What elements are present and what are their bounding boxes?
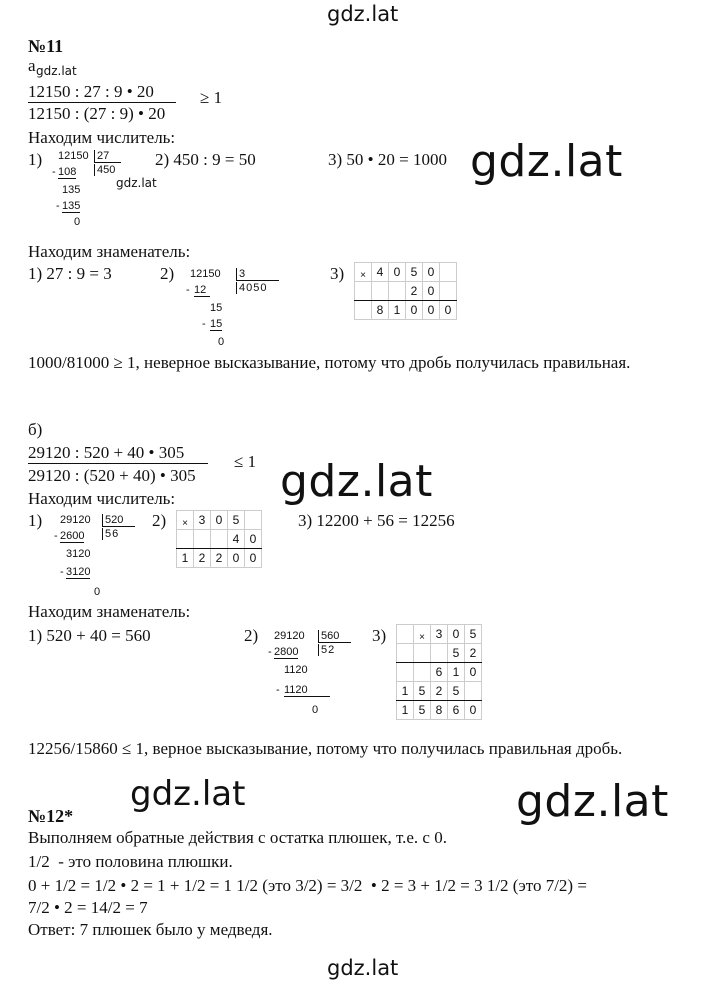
part-a-num-step3: 3) 50 • 20 = 1000 <box>328 150 447 169</box>
task12-line2: 1/2 - это половина плюшки. <box>28 852 233 871</box>
part-b-fraction-denominator: 29120 : (520 + 40) • 305 <box>28 466 196 485</box>
subtrahend-1: 108 <box>58 166 77 178</box>
remainder-1: 3120 <box>66 548 91 560</box>
task12-line3: 0 + 1/2 = 1/2 • 2 = 1 + 1/2 = 1 1/2 (это 3/2) = 3/2 • 2 = 3 + 1/2 = 3 1/2 (это 7/2) = <box>28 876 587 895</box>
part-b-num-step3: 3) 12200 + 56 = 12256 <box>298 511 455 530</box>
part-b-compare: ≤ 1 <box>234 452 257 471</box>
divisor: 3 <box>236 268 279 281</box>
remainder-2: 0 <box>74 216 81 228</box>
dividend: 12150 <box>190 268 221 280</box>
subtrahend-1: 2600 <box>60 530 85 542</box>
part-a-fraction-denominator: 12150 : (27 : 9) • 20 <box>28 104 166 123</box>
part-a-den-step3-label: 3) <box>330 264 345 283</box>
divisor: 560 <box>318 630 351 643</box>
watermark-big-3: gdz.lat <box>130 774 246 814</box>
subtrahend-2: 3120 <box>66 566 91 578</box>
watermark-big-2: gdz.lat <box>280 456 433 507</box>
subtrahend-2: 15 <box>210 318 223 330</box>
part-b-num-step2-label: 2) <box>152 511 167 530</box>
watermark-small-1: gdz.lat <box>36 64 77 78</box>
part-b-den-step2-label: 2) <box>244 626 259 645</box>
part-b-label: б) <box>28 420 43 439</box>
watermark-bottom: gdz.lat <box>327 956 399 980</box>
multiplication-b-denominator: × 3 0 5 5 2 6 1 0 1 5 2 5 1 5 8 6 0 <box>396 624 482 720</box>
part-a-den-step1: 1) 27 : 9 = 3 <box>28 264 112 283</box>
divisor: 520 <box>102 514 135 527</box>
part-b-den-step3-label: 3) <box>372 626 387 645</box>
quotient: 56 <box>102 528 119 540</box>
part-a-num-step1-label: 1) <box>28 150 43 169</box>
subtrahend-2: 1120 <box>284 684 330 697</box>
part-a-label: а <box>28 56 36 75</box>
quotient: 52 <box>318 644 335 656</box>
task12-answer: Ответ: 7 плюшек было у медведя. <box>28 920 273 939</box>
task11-title: №11 <box>28 36 64 56</box>
part-b-den-step1: 1) 520 + 40 = 560 <box>28 626 151 645</box>
subtrahend-2: 135 <box>62 200 81 212</box>
quotient: 450 <box>94 164 115 176</box>
dividend: 29120 <box>60 514 91 526</box>
part-a-num-heading: Находим числитель: <box>28 128 176 147</box>
remainder-1: 1120 <box>284 664 308 676</box>
part-a-den-step2-label: 2) <box>160 264 175 283</box>
multiplication-b-numerator: × 3 0 5 4 0 1 2 2 0 0 <box>176 510 262 568</box>
part-b-num-step1-label: 1) <box>28 511 43 530</box>
quotient: 4050 <box>236 282 267 294</box>
part-a-fraction-numerator: 12150 : 27 : 9 • 20 <box>28 82 176 103</box>
part-b-num-heading: Находим числитель: <box>28 489 176 508</box>
watermark-big-4: gdz.lat <box>516 776 669 827</box>
subtrahend-1: 2800 <box>274 646 299 658</box>
part-a-den-heading: Находим знаменатель: <box>28 242 191 261</box>
watermark-top: gdz.lat <box>327 2 399 26</box>
remainder-2: 0 <box>312 704 319 716</box>
mult-sign: × <box>414 625 431 644</box>
part-a-compare: ≥ 1 <box>200 88 223 107</box>
remainder-1: 135 <box>62 184 81 196</box>
part-b-fraction-numerator: 29120 : 520 + 40 • 305 <box>28 443 208 464</box>
task12-line4: 7/2 • 2 = 14/2 = 7 <box>28 898 148 917</box>
dividend: 29120 <box>274 630 305 642</box>
divisor: 27 <box>94 150 121 163</box>
remainder-2: 0 <box>94 586 101 598</box>
part-a-num-step2: 2) 450 : 9 = 50 <box>155 150 256 169</box>
dividend: 12150 <box>58 150 89 162</box>
mult-sign: × <box>177 511 194 530</box>
part-a-conclusion: 1000/81000 ≥ 1, неверное высказывание, потому что дробь получилась правильная. <box>28 353 631 372</box>
subtrahend-1: 12 <box>194 284 210 297</box>
watermark-big-1: gdz.lat <box>470 136 623 187</box>
remainder-1: 15 <box>210 302 223 314</box>
task12-title: №12* <box>28 806 74 826</box>
watermark-small-2: gdz.lat <box>116 176 157 190</box>
remainder-2: 0 <box>218 336 225 348</box>
multiplication-a-denominator: × 4 0 5 0 2 0 8 1 0 0 0 <box>354 262 457 320</box>
task12-line1: Выполняем обратные действия с остатка плюшек, т.е. с 0. <box>28 828 447 847</box>
part-b-den-heading: Находим знаменатель: <box>28 602 191 621</box>
mult-sign: × <box>355 263 372 282</box>
part-b-conclusion: 12256/15860 ≤ 1, верное высказывание, потому что получилась правильная дробь. <box>28 739 623 758</box>
